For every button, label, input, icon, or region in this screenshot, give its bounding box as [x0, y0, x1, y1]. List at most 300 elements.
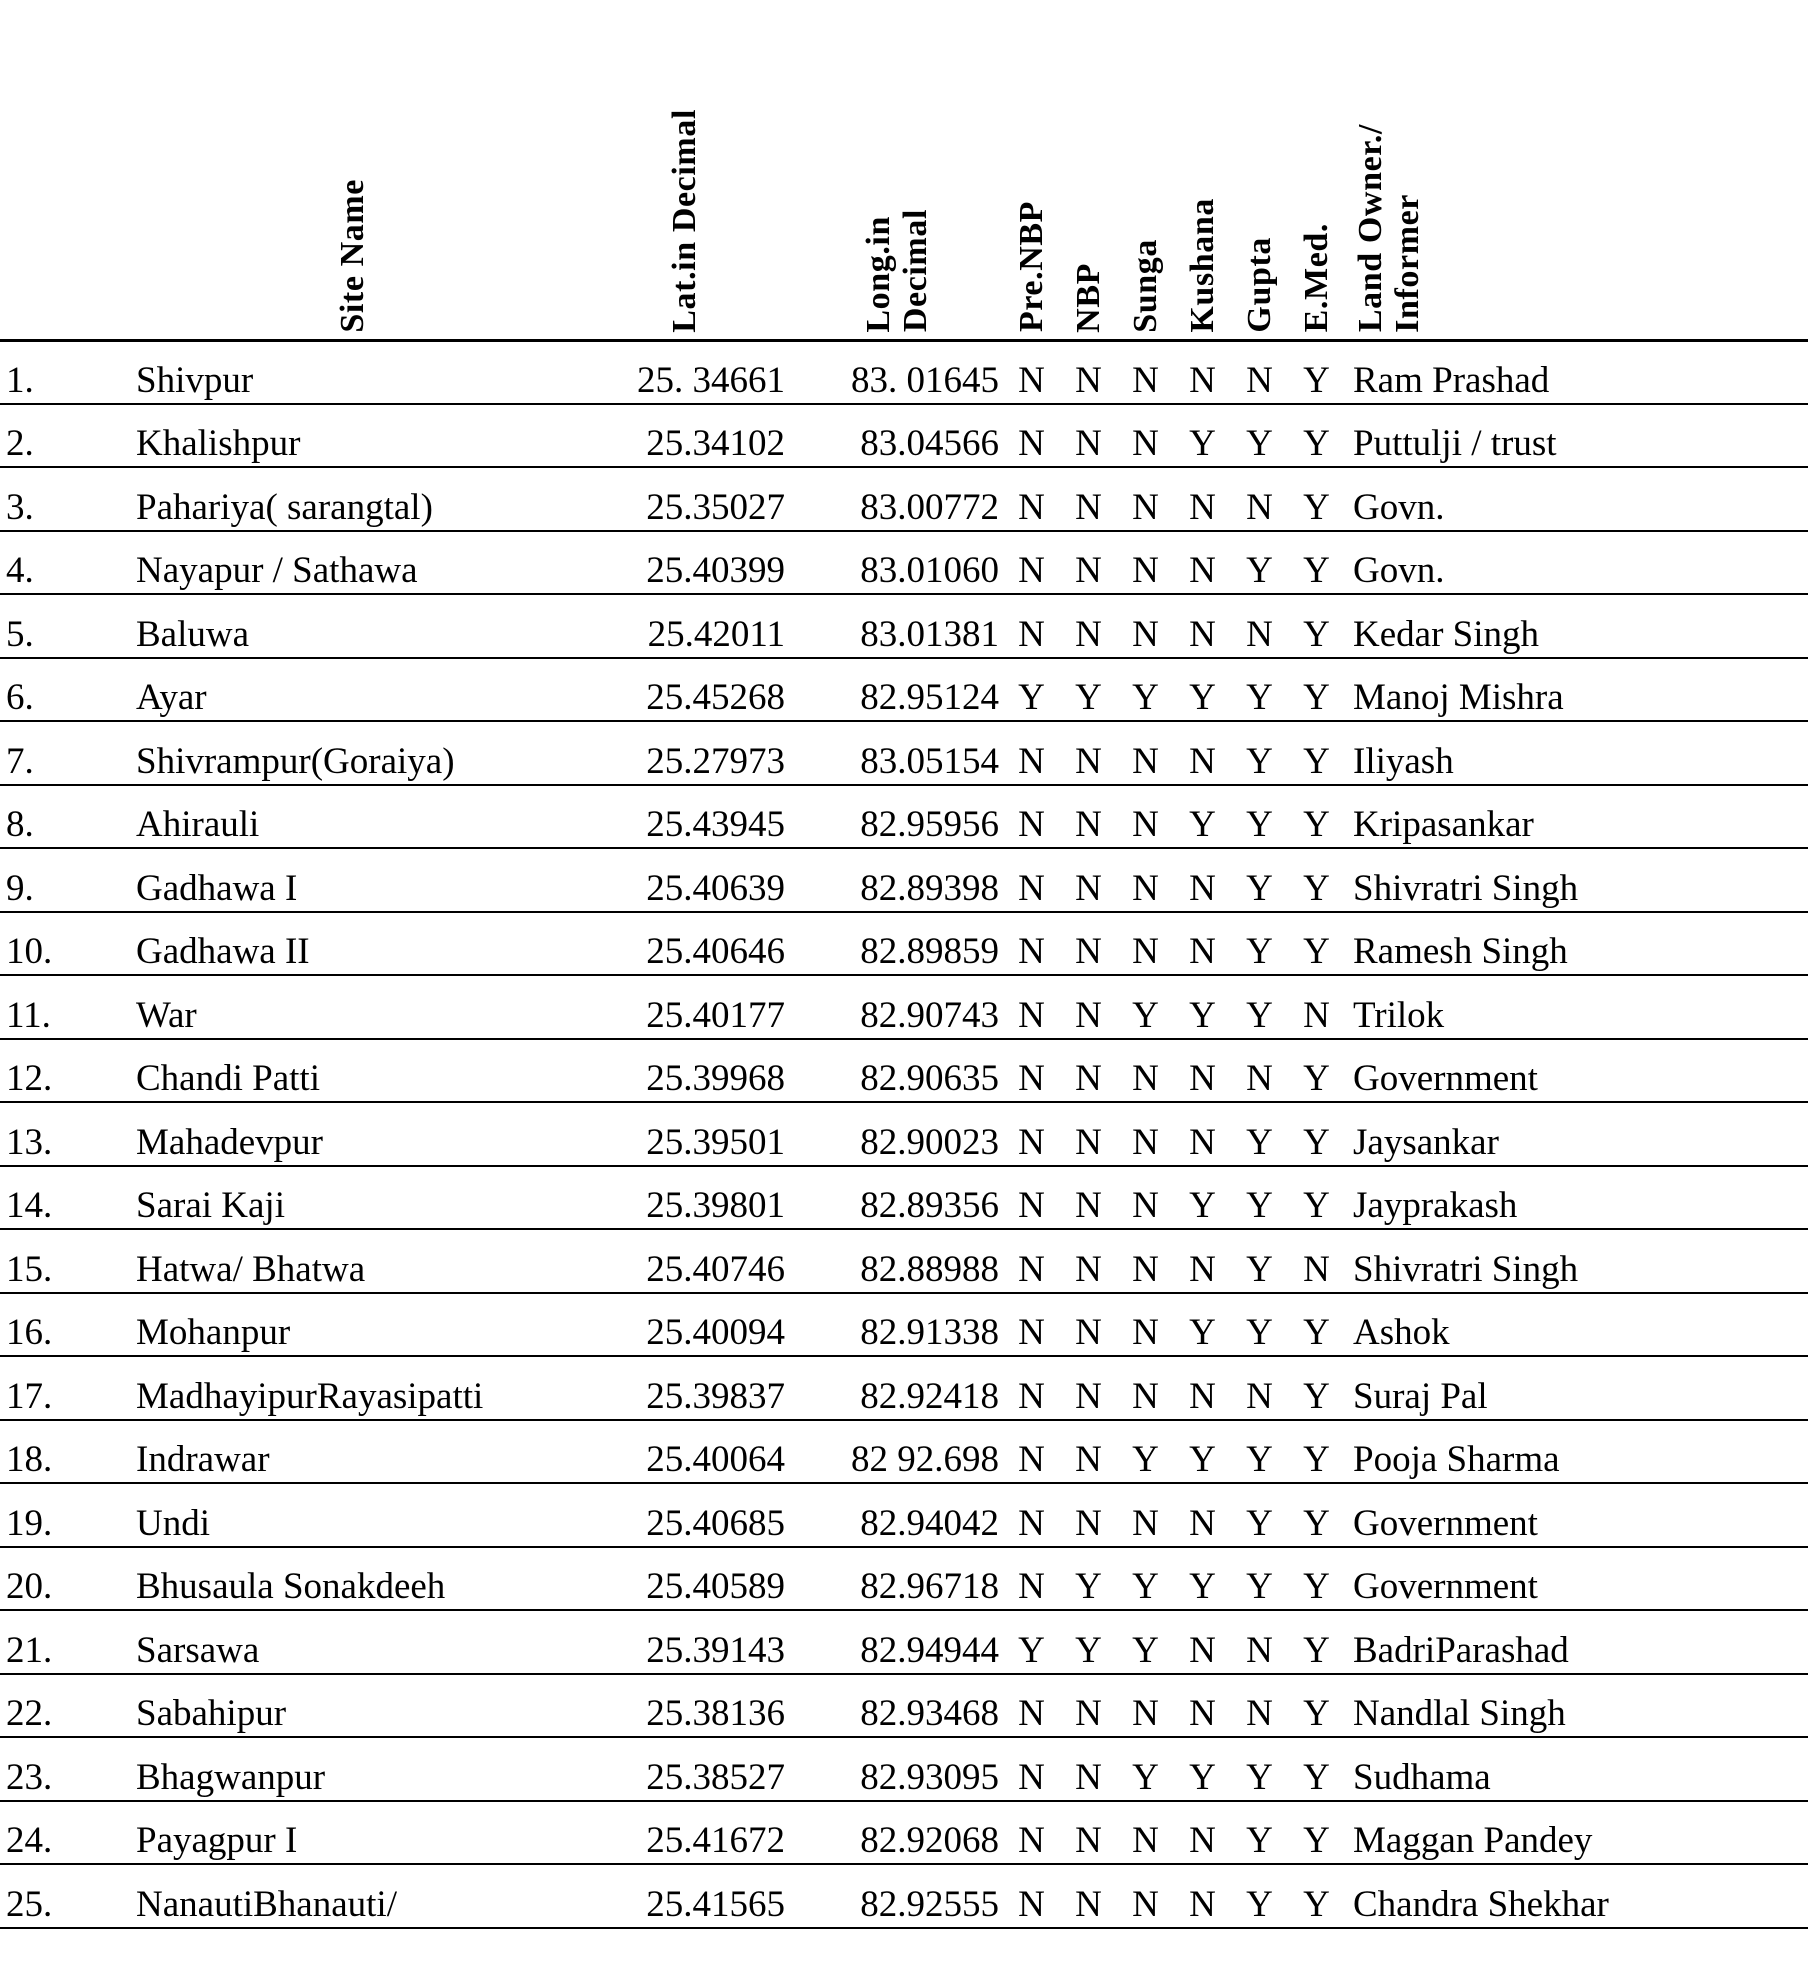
- cell-kushana: N: [1174, 531, 1231, 595]
- cell-gupta: Y: [1231, 912, 1288, 976]
- cell-longitude: 82.92555: [791, 1864, 1003, 1928]
- cell-gupta: Y: [1231, 1102, 1288, 1166]
- cell-nbp: N: [1060, 1674, 1117, 1738]
- cell-land-owner: Government: [1345, 1039, 1808, 1103]
- cell-nbp: N: [1060, 1420, 1117, 1484]
- cell-early-medieval: N: [1288, 975, 1345, 1039]
- cell-pre-nbp: N: [1003, 785, 1060, 849]
- cell-pre-nbp: N: [1003, 975, 1060, 1039]
- column-header-land-owner-label-line1: Land Owner./: [1352, 124, 1389, 333]
- cell-pre-nbp: N: [1003, 1864, 1060, 1928]
- cell-longitude: 82.95124: [791, 658, 1003, 722]
- cell-kushana: N: [1174, 912, 1231, 976]
- cell-latitude: 25.40064: [578, 1420, 791, 1484]
- cell-sunga: N: [1117, 1801, 1174, 1865]
- cell-land-owner: Chandra Shekhar: [1345, 1864, 1808, 1928]
- cell-gupta: N: [1231, 1039, 1288, 1103]
- cell-site-name: Mahadevpur: [128, 1102, 578, 1166]
- cell-early-medieval: Y: [1288, 1737, 1345, 1801]
- cell-nbp: N: [1060, 1737, 1117, 1801]
- cell-index: 14.: [0, 1166, 128, 1230]
- table-row: [0, 594, 1808, 658]
- cell-land-owner: Govn.: [1345, 531, 1808, 595]
- cell-sunga: N: [1117, 467, 1174, 531]
- cell-pre-nbp: Y: [1003, 658, 1060, 722]
- cell-kushana: N: [1174, 848, 1231, 912]
- cell-land-owner: Shivratri Singh: [1345, 848, 1808, 912]
- cell-latitude: 25.41565: [578, 1864, 791, 1928]
- cell-early-medieval: Y: [1288, 1547, 1345, 1611]
- cell-index: 12.: [0, 1039, 128, 1103]
- cell-site-name: Ayar: [128, 658, 578, 722]
- table-row: [0, 975, 1808, 1039]
- cell-gupta: N: [1231, 594, 1288, 658]
- cell-kushana: Y: [1174, 1420, 1231, 1484]
- cell-kushana: Y: [1174, 1293, 1231, 1357]
- cell-early-medieval: Y: [1288, 467, 1345, 531]
- cell-nbp: N: [1060, 848, 1117, 912]
- cell-kushana: N: [1174, 1864, 1231, 1928]
- column-header-latitude-label: Lat.in Decimal: [665, 108, 703, 333]
- table-row: [0, 1356, 1808, 1420]
- cell-land-owner: Jaysankar: [1345, 1102, 1808, 1166]
- cell-longitude: 83.01060: [791, 531, 1003, 595]
- cell-pre-nbp: N: [1003, 404, 1060, 468]
- cell-longitude: 82.90743: [791, 975, 1003, 1039]
- cell-longitude: 82.90023: [791, 1102, 1003, 1166]
- cell-index: 23.: [0, 1737, 128, 1801]
- cell-early-medieval: Y: [1288, 721, 1345, 785]
- cell-land-owner: Government: [1345, 1547, 1808, 1611]
- table-row: [0, 848, 1808, 912]
- cell-longitude: 82.94042: [791, 1483, 1003, 1547]
- table-row: [0, 721, 1808, 785]
- cell-early-medieval: Y: [1288, 1610, 1345, 1674]
- cell-gupta: Y: [1231, 848, 1288, 912]
- cell-nbp: N: [1060, 594, 1117, 658]
- cell-index: 20.: [0, 1547, 128, 1611]
- cell-latitude: 25.35027: [578, 467, 791, 531]
- cell-site-name: Payagpur I: [128, 1801, 578, 1865]
- cell-land-owner: Ashok: [1345, 1293, 1808, 1357]
- column-header-pre-nbp-label: Pre.NBP: [1012, 201, 1050, 333]
- cell-longitude: 82.88988: [791, 1229, 1003, 1293]
- table-row: [0, 467, 1808, 531]
- column-header-sunga: [1117, 0, 1174, 340]
- cell-pre-nbp: N: [1003, 1483, 1060, 1547]
- cell-gupta: Y: [1231, 1801, 1288, 1865]
- cell-kushana: Y: [1174, 975, 1231, 1039]
- cell-gupta: Y: [1231, 1864, 1288, 1928]
- table-row: [0, 1483, 1808, 1547]
- cell-gupta: Y: [1231, 404, 1288, 468]
- cell-longitude: 82.96718: [791, 1547, 1003, 1611]
- cell-pre-nbp: N: [1003, 1420, 1060, 1484]
- cell-pre-nbp: N: [1003, 848, 1060, 912]
- column-header-early-medieval-label: E.Med.: [1297, 223, 1335, 333]
- column-header-pre-nbp: [1003, 0, 1060, 340]
- cell-site-name: Baluwa: [128, 594, 578, 658]
- cell-pre-nbp: Y: [1003, 1610, 1060, 1674]
- table-row: [0, 1039, 1808, 1103]
- cell-nbp: N: [1060, 912, 1117, 976]
- cell-pre-nbp: N: [1003, 1547, 1060, 1611]
- cell-kushana: N: [1174, 1039, 1231, 1103]
- cell-latitude: 25.40177: [578, 975, 791, 1039]
- cell-gupta: N: [1231, 467, 1288, 531]
- table-header: [0, 0, 1808, 340]
- cell-sunga: N: [1117, 1864, 1174, 1928]
- cell-pre-nbp: N: [1003, 721, 1060, 785]
- cell-land-owner: Govn.: [1345, 467, 1808, 531]
- cell-latitude: 25.34102: [578, 404, 791, 468]
- table-row: [0, 531, 1808, 595]
- cell-kushana: N: [1174, 594, 1231, 658]
- cell-land-owner: Trilok: [1345, 975, 1808, 1039]
- cell-gupta: Y: [1231, 531, 1288, 595]
- cell-nbp: N: [1060, 1039, 1117, 1103]
- cell-site-name: War: [128, 975, 578, 1039]
- cell-gupta: Y: [1231, 721, 1288, 785]
- cell-early-medieval: Y: [1288, 594, 1345, 658]
- cell-land-owner: Nandlal Singh: [1345, 1674, 1808, 1738]
- cell-site-name: Undi: [128, 1483, 578, 1547]
- cell-latitude: 25.43945: [578, 785, 791, 849]
- cell-latitude: 25.40094: [578, 1293, 791, 1357]
- cell-longitude: 83.00772: [791, 467, 1003, 531]
- table-row: [0, 912, 1808, 976]
- cell-kushana: N: [1174, 1229, 1231, 1293]
- cell-kushana: N: [1174, 1610, 1231, 1674]
- cell-longitude: 82 92.698: [791, 1420, 1003, 1484]
- cell-land-owner: Maggan Pandey: [1345, 1801, 1808, 1865]
- cell-pre-nbp: N: [1003, 1039, 1060, 1103]
- cell-pre-nbp: N: [1003, 1356, 1060, 1420]
- cell-site-name: Sabahipur: [128, 1674, 578, 1738]
- column-header-latitude: [578, 0, 791, 340]
- cell-pre-nbp: N: [1003, 912, 1060, 976]
- cell-sunga: N: [1117, 1102, 1174, 1166]
- cell-index: 2.: [0, 404, 128, 468]
- cell-land-owner: Pooja Sharma: [1345, 1420, 1808, 1484]
- cell-nbp: Y: [1060, 1610, 1117, 1674]
- cell-latitude: 25.40746: [578, 1229, 791, 1293]
- cell-sunga: N: [1117, 785, 1174, 849]
- cell-kushana: N: [1174, 1356, 1231, 1420]
- cell-index: 5.: [0, 594, 128, 658]
- column-header-early-medieval: [1288, 0, 1345, 340]
- cell-sunga: Y: [1117, 1610, 1174, 1674]
- cell-latitude: 25.38527: [578, 1737, 791, 1801]
- cell-kushana: N: [1174, 1102, 1231, 1166]
- cell-index: 25.: [0, 1864, 128, 1928]
- cell-nbp: N: [1060, 1229, 1117, 1293]
- cell-nbp: N: [1060, 1102, 1117, 1166]
- cell-sunga: N: [1117, 1483, 1174, 1547]
- table-row: [0, 1229, 1808, 1293]
- cell-sunga: N: [1117, 1674, 1174, 1738]
- cell-pre-nbp: N: [1003, 1166, 1060, 1230]
- cell-index: 7.: [0, 721, 128, 785]
- cell-gupta: Y: [1231, 1166, 1288, 1230]
- cell-sunga: Y: [1117, 1737, 1174, 1801]
- cell-latitude: 25.39143: [578, 1610, 791, 1674]
- cell-kushana: Y: [1174, 1166, 1231, 1230]
- table-row: [0, 1610, 1808, 1674]
- cell-site-name: Chandi Patti: [128, 1039, 578, 1103]
- cell-pre-nbp: N: [1003, 1102, 1060, 1166]
- cell-gupta: Y: [1231, 1229, 1288, 1293]
- cell-gupta: N: [1231, 1356, 1288, 1420]
- cell-early-medieval: Y: [1288, 531, 1345, 595]
- cell-kushana: N: [1174, 721, 1231, 785]
- column-header-longitude-label-line1: Long.in: [859, 215, 897, 333]
- cell-latitude: 25.40685: [578, 1483, 791, 1547]
- cell-index: 10.: [0, 912, 128, 976]
- cell-index: 22.: [0, 1674, 128, 1738]
- cell-latitude: 25.40589: [578, 1547, 791, 1611]
- cell-land-owner: Shivratri Singh: [1345, 1229, 1808, 1293]
- cell-kushana: Y: [1174, 658, 1231, 722]
- cell-nbp: N: [1060, 1293, 1117, 1357]
- cell-longitude: 82.89859: [791, 912, 1003, 976]
- table-row: [0, 1293, 1808, 1357]
- cell-early-medieval: Y: [1288, 404, 1345, 468]
- column-header-gupta: [1231, 0, 1288, 340]
- cell-site-name: Mohanpur: [128, 1293, 578, 1357]
- cell-sunga: N: [1117, 531, 1174, 595]
- cell-land-owner: Jayprakash: [1345, 1166, 1808, 1230]
- cell-land-owner: Ram Prashad: [1345, 340, 1808, 404]
- cell-longitude: 82.89398: [791, 848, 1003, 912]
- cell-sunga: Y: [1117, 975, 1174, 1039]
- cell-nbp: N: [1060, 531, 1117, 595]
- cell-site-name: Sarsawa: [128, 1610, 578, 1674]
- cell-site-name: NanautiBhanauti/: [128, 1864, 578, 1928]
- cell-nbp: N: [1060, 1801, 1117, 1865]
- cell-pre-nbp: N: [1003, 1737, 1060, 1801]
- cell-gupta: Y: [1231, 658, 1288, 722]
- cell-kushana: Y: [1174, 785, 1231, 849]
- cell-longitude: 82.93095: [791, 1737, 1003, 1801]
- cell-land-owner: Suraj Pal: [1345, 1356, 1808, 1420]
- cell-longitude: 82.90635: [791, 1039, 1003, 1103]
- cell-early-medieval: Y: [1288, 1420, 1345, 1484]
- cell-index: 21.: [0, 1610, 128, 1674]
- cell-longitude: 82.92418: [791, 1356, 1003, 1420]
- cell-gupta: Y: [1231, 1420, 1288, 1484]
- cell-sunga: N: [1117, 1356, 1174, 1420]
- cell-longitude: 83. 01645: [791, 340, 1003, 404]
- cell-sunga: Y: [1117, 1547, 1174, 1611]
- cell-site-name: MadhayipurRayasipatti: [128, 1356, 578, 1420]
- table-row: [0, 1547, 1808, 1611]
- cell-early-medieval: Y: [1288, 1293, 1345, 1357]
- cell-kushana: N: [1174, 1801, 1231, 1865]
- table-row: [0, 1166, 1808, 1230]
- cell-early-medieval: Y: [1288, 848, 1345, 912]
- table-row: [0, 658, 1808, 722]
- cell-index: 6.: [0, 658, 128, 722]
- cell-longitude: 83.05154: [791, 721, 1003, 785]
- cell-index: 16.: [0, 1293, 128, 1357]
- table-row: [0, 785, 1808, 849]
- cell-index: 17.: [0, 1356, 128, 1420]
- column-header-site-name-label: Site Name: [334, 178, 372, 333]
- cell-latitude: 25.39501: [578, 1102, 791, 1166]
- cell-kushana: Y: [1174, 404, 1231, 468]
- cell-pre-nbp: N: [1003, 1801, 1060, 1865]
- column-header-sunga-label: Sunga: [1126, 238, 1164, 333]
- cell-nbp: N: [1060, 1166, 1117, 1230]
- cell-sunga: N: [1117, 1293, 1174, 1357]
- cell-latitude: 25.39837: [578, 1356, 791, 1420]
- cell-index: 18.: [0, 1420, 128, 1484]
- cell-gupta: Y: [1231, 975, 1288, 1039]
- cell-site-name: Khalishpur: [128, 404, 578, 468]
- cell-early-medieval: Y: [1288, 1166, 1345, 1230]
- column-header-index: [0, 0, 128, 340]
- cell-longitude: 82.92068: [791, 1801, 1003, 1865]
- cell-nbp: N: [1060, 721, 1117, 785]
- cell-kushana: Y: [1174, 1737, 1231, 1801]
- cell-latitude: 25.39801: [578, 1166, 791, 1230]
- cell-pre-nbp: N: [1003, 340, 1060, 404]
- cell-latitude: 25.38136: [578, 1674, 791, 1738]
- cell-sunga: N: [1117, 1229, 1174, 1293]
- cell-gupta: Y: [1231, 1737, 1288, 1801]
- cell-land-owner: Kripasankar: [1345, 785, 1808, 849]
- cell-latitude: 25. 34661: [578, 340, 791, 404]
- cell-sunga: N: [1117, 912, 1174, 976]
- cell-gupta: Y: [1231, 785, 1288, 849]
- cell-gupta: Y: [1231, 1547, 1288, 1611]
- cell-latitude: 25.39968: [578, 1039, 791, 1103]
- column-header-land-owner-label-line2: Informer: [1389, 193, 1427, 333]
- column-header-gupta-label: Gupta: [1240, 236, 1278, 333]
- column-header-land-owner-informer: [1345, 0, 1808, 340]
- cell-kushana: N: [1174, 340, 1231, 404]
- cell-early-medieval: Y: [1288, 1864, 1345, 1928]
- cell-site-name: Bhagwanpur: [128, 1737, 578, 1801]
- cell-pre-nbp: N: [1003, 467, 1060, 531]
- cell-longitude: 83.01381: [791, 594, 1003, 658]
- column-header-kushana: [1174, 0, 1231, 340]
- cell-longitude: 82.95956: [791, 785, 1003, 849]
- cell-early-medieval: Y: [1288, 1356, 1345, 1420]
- table-row: [0, 1102, 1808, 1166]
- cell-gupta: N: [1231, 340, 1288, 404]
- cell-pre-nbp: N: [1003, 594, 1060, 658]
- cell-land-owner: Iliyash: [1345, 721, 1808, 785]
- cell-nbp: N: [1060, 1356, 1117, 1420]
- cell-index: 4.: [0, 531, 128, 595]
- cell-land-owner: Ramesh Singh: [1345, 912, 1808, 976]
- cell-kushana: N: [1174, 1483, 1231, 1547]
- column-header-nbp: [1060, 0, 1117, 340]
- cell-index: 3.: [0, 467, 128, 531]
- cell-sunga: Y: [1117, 658, 1174, 722]
- cell-gupta: Y: [1231, 1293, 1288, 1357]
- cell-land-owner: Government: [1345, 1483, 1808, 1547]
- cell-nbp: N: [1060, 340, 1117, 404]
- cell-nbp: N: [1060, 404, 1117, 468]
- cell-pre-nbp: N: [1003, 1293, 1060, 1357]
- cell-index: 11.: [0, 975, 128, 1039]
- cell-longitude: 82.91338: [791, 1293, 1003, 1357]
- cell-early-medieval: Y: [1288, 658, 1345, 722]
- cell-gupta: Y: [1231, 1483, 1288, 1547]
- cell-nbp: N: [1060, 1864, 1117, 1928]
- cell-kushana: N: [1174, 1674, 1231, 1738]
- table-row: [0, 404, 1808, 468]
- cell-early-medieval: Y: [1288, 1039, 1345, 1103]
- cell-pre-nbp: N: [1003, 531, 1060, 595]
- cell-index: 8.: [0, 785, 128, 849]
- cell-early-medieval: Y: [1288, 1674, 1345, 1738]
- cell-index: 9.: [0, 848, 128, 912]
- cell-land-owner: Kedar Singh: [1345, 594, 1808, 658]
- cell-longitude: 82.93468: [791, 1674, 1003, 1738]
- cell-land-owner: Sudhama: [1345, 1737, 1808, 1801]
- cell-early-medieval: Y: [1288, 1483, 1345, 1547]
- cell-latitude: 25.40639: [578, 848, 791, 912]
- cell-site-name: Shivrampur(Goraiya): [128, 721, 578, 785]
- column-header-longitude: [791, 0, 1003, 340]
- cell-land-owner: BadriParashad: [1345, 1610, 1808, 1674]
- cell-nbp: N: [1060, 975, 1117, 1039]
- cell-site-name: Indrawar: [128, 1420, 578, 1484]
- cell-index: 15.: [0, 1229, 128, 1293]
- cell-site-name: Hatwa/ Bhatwa: [128, 1229, 578, 1293]
- cell-site-name: Shivpur: [128, 340, 578, 404]
- table-row: [0, 1674, 1808, 1738]
- cell-latitude: 25.45268: [578, 658, 791, 722]
- cell-index: 1.: [0, 340, 128, 404]
- cell-latitude: 25.41672: [578, 1801, 791, 1865]
- cell-gupta: N: [1231, 1674, 1288, 1738]
- cell-latitude: 25.40399: [578, 531, 791, 595]
- cell-sunga: N: [1117, 1166, 1174, 1230]
- table-row: [0, 1864, 1808, 1928]
- cell-site-name: Sarai Kaji: [128, 1166, 578, 1230]
- table-row: [0, 340, 1808, 404]
- cell-index: 24.: [0, 1801, 128, 1865]
- cell-nbp: N: [1060, 1483, 1117, 1547]
- cell-latitude: 25.40646: [578, 912, 791, 976]
- column-header-site-name: [128, 0, 578, 340]
- cell-early-medieval: Y: [1288, 912, 1345, 976]
- cell-early-medieval: Y: [1288, 340, 1345, 404]
- cell-nbp: N: [1060, 785, 1117, 849]
- cell-nbp: N: [1060, 467, 1117, 531]
- cell-latitude: 25.42011: [578, 594, 791, 658]
- cell-early-medieval: Y: [1288, 785, 1345, 849]
- cell-site-name: Bhusaula Sonakdeeh: [128, 1547, 578, 1611]
- cell-latitude: 25.27973: [578, 721, 791, 785]
- cell-gupta: N: [1231, 1610, 1288, 1674]
- cell-early-medieval: N: [1288, 1229, 1345, 1293]
- cell-sunga: N: [1117, 340, 1174, 404]
- column-header-longitude-label-line2: Decimal: [897, 209, 934, 333]
- cell-longitude: 83.04566: [791, 404, 1003, 468]
- cell-sunga: N: [1117, 1039, 1174, 1103]
- cell-pre-nbp: N: [1003, 1229, 1060, 1293]
- cell-sunga: N: [1117, 848, 1174, 912]
- cell-site-name: Nayapur / Sathawa: [128, 531, 578, 595]
- cell-site-name: Ahirauli: [128, 785, 578, 849]
- cell-longitude: 82.94944: [791, 1610, 1003, 1674]
